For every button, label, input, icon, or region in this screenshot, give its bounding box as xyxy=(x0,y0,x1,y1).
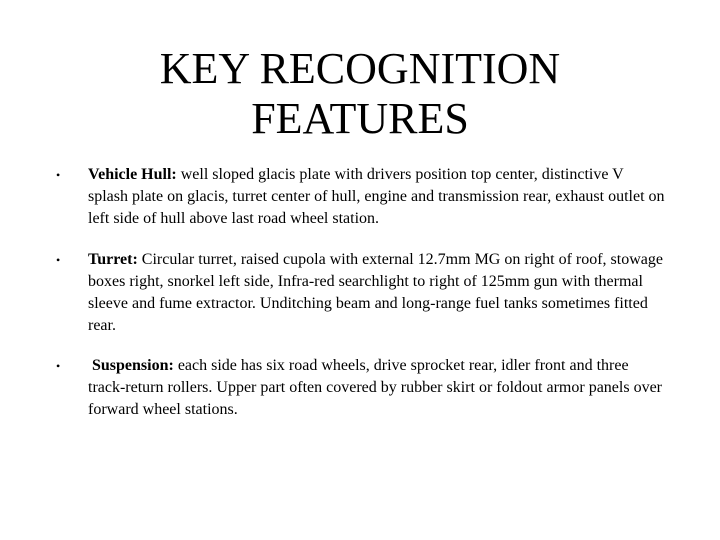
bullet-heading: Suspension: xyxy=(88,357,174,374)
bullet-vehicle-hull xyxy=(56,164,666,230)
title-line-2: FEATURES xyxy=(251,94,469,143)
bullet-turret xyxy=(56,249,666,337)
bullet-marker: • xyxy=(56,253,61,267)
bullet-heading: Turret: xyxy=(88,251,138,268)
bullet-marker: • xyxy=(56,168,61,182)
bullet-text: each side has six road wheels, drive sprocket rear, idler front and three track-return rollers. Upper part often covered by rubber skirt or foldout armor panels over forward wheel stations. xyxy=(88,357,663,418)
bullet-text: well sloped glacis plate with drivers position top center, distinctive V splash plate on glacis, turret center of hull, engine and transmission rear, exhaust outlet on left side of hull above last road wheel station. xyxy=(88,166,665,227)
bullet-heading: Vehicle Hull: xyxy=(88,166,177,183)
bullet-marker: • xyxy=(56,359,61,373)
bullet-list xyxy=(56,164,666,421)
title-line-1: KEY RECOGNITION xyxy=(159,44,561,93)
bullet-text: Circular turret, raised cupola with external 12.7mm MG on right of roof, stowage boxes right, snorkel left side, Infra-red searchlight to right of 125mm gun with thermal sleeve and fume extractor. Unditching beam and long-range fuel tanks sometimes fitted rear. xyxy=(88,251,663,334)
bullet-suspension xyxy=(56,355,666,421)
slide-title xyxy=(60,44,660,144)
